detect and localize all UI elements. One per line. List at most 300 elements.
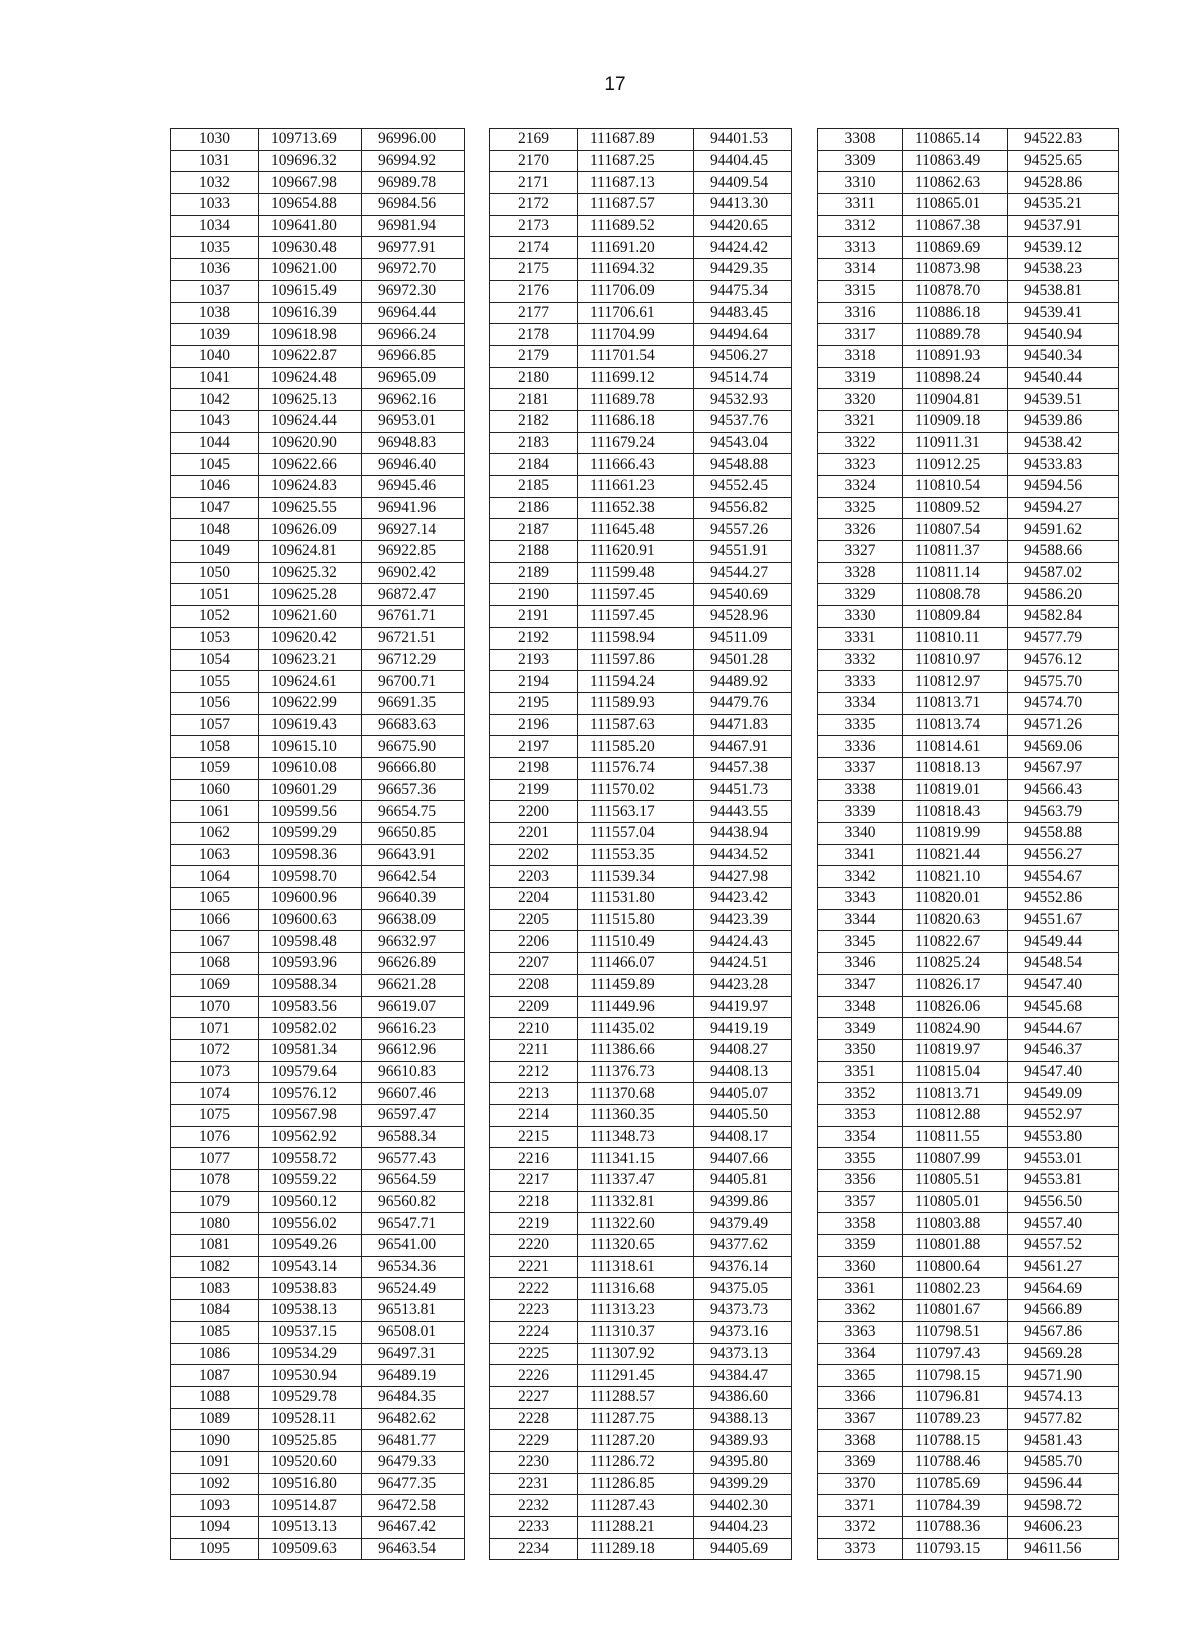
point-number-cell: 1054 — [171, 649, 259, 671]
x-coordinate-cell: 111286.72 — [578, 1451, 694, 1473]
y-coordinate-cell: 96941.96 — [362, 497, 465, 519]
y-coordinate-cell: 94373.13 — [694, 1343, 792, 1365]
table-row — [171, 389, 465, 411]
point-number-cell: 3310 — [818, 172, 903, 194]
point-number-cell: 3321 — [818, 410, 903, 432]
x-coordinate-cell: 109579.64 — [259, 1061, 362, 1083]
y-coordinate-cell: 96984.56 — [362, 194, 465, 216]
y-coordinate-cell: 96654.75 — [362, 801, 465, 823]
point-number-cell: 1081 — [171, 1235, 259, 1257]
point-number-cell: 1052 — [171, 606, 259, 628]
x-coordinate-cell: 110807.99 — [903, 1148, 1008, 1170]
y-coordinate-cell: 96497.31 — [362, 1343, 465, 1365]
y-coordinate-cell: 94557.40 — [1008, 1213, 1119, 1235]
table-row — [818, 215, 1119, 237]
x-coordinate-cell: 111557.04 — [578, 823, 694, 845]
point-number-cell: 2218 — [490, 1191, 578, 1213]
x-coordinate-cell: 109514.87 — [259, 1495, 362, 1517]
point-number-cell: 1082 — [171, 1256, 259, 1278]
table-row — [171, 302, 465, 324]
point-number-cell: 3333 — [818, 671, 903, 693]
point-number-cell: 2199 — [490, 779, 578, 801]
y-coordinate-cell: 94567.86 — [1008, 1321, 1119, 1343]
table-row — [490, 1061, 792, 1083]
table-row — [818, 627, 1119, 649]
point-number-cell: 1034 — [171, 215, 259, 237]
table-row — [818, 1213, 1119, 1235]
y-coordinate-cell: 94594.56 — [1008, 476, 1119, 498]
point-number-cell: 3342 — [818, 866, 903, 888]
y-coordinate-cell: 96484.35 — [362, 1386, 465, 1408]
y-coordinate-cell: 94591.62 — [1008, 519, 1119, 541]
table-row — [171, 888, 465, 910]
table-row — [171, 1343, 465, 1365]
y-coordinate-cell: 96721.51 — [362, 627, 465, 649]
y-coordinate-cell: 94483.45 — [694, 302, 792, 324]
point-number-cell: 1030 — [171, 129, 259, 151]
table-row — [490, 1018, 792, 1040]
y-coordinate-cell: 94561.27 — [1008, 1256, 1119, 1278]
x-coordinate-cell: 110784.39 — [903, 1495, 1008, 1517]
y-coordinate-cell: 94537.76 — [694, 410, 792, 432]
point-number-cell: 2197 — [490, 736, 578, 758]
point-number-cell: 3362 — [818, 1300, 903, 1322]
table-row — [818, 1517, 1119, 1539]
point-number-cell: 3369 — [818, 1451, 903, 1473]
table-row — [171, 1256, 465, 1278]
table-row — [171, 931, 465, 953]
y-coordinate-cell: 96966.24 — [362, 324, 465, 346]
table-row — [171, 692, 465, 714]
y-coordinate-cell: 94546.37 — [1008, 1039, 1119, 1061]
point-number-cell: 2177 — [490, 302, 578, 324]
y-coordinate-cell: 96989.78 — [362, 172, 465, 194]
y-coordinate-cell: 96481.77 — [362, 1430, 465, 1452]
table-row — [171, 410, 465, 432]
y-coordinate-cell: 94552.97 — [1008, 1104, 1119, 1126]
point-number-cell: 1084 — [171, 1300, 259, 1322]
table-row — [490, 129, 792, 151]
table-row — [171, 1430, 465, 1452]
point-number-cell: 1072 — [171, 1039, 259, 1061]
point-number-cell: 3373 — [818, 1538, 903, 1560]
point-number-cell: 2215 — [490, 1126, 578, 1148]
y-coordinate-cell: 96560.82 — [362, 1191, 465, 1213]
point-number-cell: 1057 — [171, 714, 259, 736]
y-coordinate-cell: 94564.69 — [1008, 1278, 1119, 1300]
point-number-cell: 2209 — [490, 996, 578, 1018]
x-coordinate-cell: 109622.87 — [259, 345, 362, 367]
x-coordinate-cell: 111510.49 — [578, 931, 694, 953]
table-row — [171, 1061, 465, 1083]
x-coordinate-cell: 109588.34 — [259, 974, 362, 996]
table-row — [490, 1430, 792, 1452]
y-coordinate-cell: 94528.86 — [1008, 172, 1119, 194]
table-row — [818, 1408, 1119, 1430]
y-coordinate-cell: 94514.74 — [694, 367, 792, 389]
point-number-cell: 2190 — [490, 584, 578, 606]
table-row — [490, 432, 792, 454]
point-number-cell: 2234 — [490, 1538, 578, 1560]
y-coordinate-cell: 96482.62 — [362, 1408, 465, 1430]
x-coordinate-cell: 110821.10 — [903, 866, 1008, 888]
point-number-cell: 3335 — [818, 714, 903, 736]
y-coordinate-cell: 94549.09 — [1008, 1083, 1119, 1105]
y-coordinate-cell: 94557.26 — [694, 519, 792, 541]
x-coordinate-cell: 111370.68 — [578, 1083, 694, 1105]
point-number-cell: 1055 — [171, 671, 259, 693]
y-coordinate-cell: 94549.44 — [1008, 931, 1119, 953]
y-coordinate-cell: 94551.67 — [1008, 909, 1119, 931]
table-row — [490, 541, 792, 563]
point-number-cell: 3329 — [818, 584, 903, 606]
point-number-cell: 1093 — [171, 1495, 259, 1517]
y-coordinate-cell: 94401.53 — [694, 129, 792, 151]
point-number-cell: 3361 — [818, 1278, 903, 1300]
x-coordinate-cell: 110819.01 — [903, 779, 1008, 801]
y-coordinate-cell: 96642.54 — [362, 866, 465, 888]
table-row — [490, 237, 792, 259]
point-number-cell: 3323 — [818, 454, 903, 476]
point-number-cell: 1050 — [171, 562, 259, 584]
table-row — [171, 779, 465, 801]
point-number-cell: 3319 — [818, 367, 903, 389]
table-row — [490, 736, 792, 758]
point-number-cell: 3349 — [818, 1018, 903, 1040]
y-coordinate-cell: 94538.81 — [1008, 280, 1119, 302]
table-row — [171, 129, 465, 151]
x-coordinate-cell: 111599.48 — [578, 562, 694, 584]
point-number-cell: 3328 — [818, 562, 903, 584]
point-number-cell: 2229 — [490, 1430, 578, 1452]
point-number-cell: 2193 — [490, 649, 578, 671]
y-coordinate-cell: 94405.50 — [694, 1104, 792, 1126]
x-coordinate-cell: 110886.18 — [903, 302, 1008, 324]
point-number-cell: 2222 — [490, 1278, 578, 1300]
point-number-cell: 1068 — [171, 953, 259, 975]
x-coordinate-cell: 111594.24 — [578, 671, 694, 693]
y-coordinate-cell: 94413.30 — [694, 194, 792, 216]
table-row — [818, 1495, 1119, 1517]
point-number-cell: 2212 — [490, 1061, 578, 1083]
table-row — [818, 584, 1119, 606]
x-coordinate-cell: 109616.39 — [259, 302, 362, 324]
point-number-cell: 1089 — [171, 1408, 259, 1430]
x-coordinate-cell: 109600.96 — [259, 888, 362, 910]
x-coordinate-cell: 110820.01 — [903, 888, 1008, 910]
y-coordinate-cell: 94545.68 — [1008, 996, 1119, 1018]
point-number-cell: 1080 — [171, 1213, 259, 1235]
table-row — [490, 953, 792, 975]
point-number-cell: 2220 — [490, 1235, 578, 1257]
x-coordinate-cell: 110862.63 — [903, 172, 1008, 194]
table-row — [490, 172, 792, 194]
y-coordinate-cell: 94408.13 — [694, 1061, 792, 1083]
y-coordinate-cell: 94556.50 — [1008, 1191, 1119, 1213]
x-coordinate-cell: 111291.45 — [578, 1365, 694, 1387]
table-row — [818, 1386, 1119, 1408]
x-coordinate-cell: 109625.28 — [259, 584, 362, 606]
point-number-cell: 2184 — [490, 454, 578, 476]
page-number: 17 — [604, 74, 626, 95]
y-coordinate-cell: 96621.28 — [362, 974, 465, 996]
point-number-cell: 3365 — [818, 1365, 903, 1387]
x-coordinate-cell: 111288.21 — [578, 1517, 694, 1539]
y-coordinate-cell: 94405.07 — [694, 1083, 792, 1105]
table-row — [818, 996, 1119, 1018]
y-coordinate-cell: 96962.16 — [362, 389, 465, 411]
y-coordinate-cell: 94419.97 — [694, 996, 792, 1018]
y-coordinate-cell: 96479.33 — [362, 1451, 465, 1473]
point-number-cell: 3330 — [818, 606, 903, 628]
y-coordinate-cell: 96547.71 — [362, 1213, 465, 1235]
point-number-cell: 1044 — [171, 432, 259, 454]
y-coordinate-cell: 94577.79 — [1008, 627, 1119, 649]
table-row — [818, 194, 1119, 216]
table-row — [490, 476, 792, 498]
x-coordinate-cell: 110803.88 — [903, 1213, 1008, 1235]
y-coordinate-cell: 96534.36 — [362, 1256, 465, 1278]
point-number-cell: 1041 — [171, 367, 259, 389]
y-coordinate-cell: 94405.81 — [694, 1170, 792, 1192]
x-coordinate-cell: 111679.24 — [578, 432, 694, 454]
y-coordinate-cell: 94598.72 — [1008, 1495, 1119, 1517]
y-coordinate-cell: 94407.66 — [694, 1148, 792, 1170]
table-row — [171, 324, 465, 346]
x-coordinate-cell: 111310.37 — [578, 1321, 694, 1343]
table-row — [171, 801, 465, 823]
point-number-cell: 2232 — [490, 1495, 578, 1517]
table-row — [490, 280, 792, 302]
y-coordinate-cell: 94539.12 — [1008, 237, 1119, 259]
point-number-cell: 2175 — [490, 259, 578, 281]
table-row — [171, 606, 465, 628]
x-coordinate-cell: 109598.48 — [259, 931, 362, 953]
x-coordinate-cell: 109696.32 — [259, 150, 362, 172]
table-row — [171, 714, 465, 736]
table-row — [171, 562, 465, 584]
point-number-cell: 2226 — [490, 1365, 578, 1387]
y-coordinate-cell: 94540.34 — [1008, 345, 1119, 367]
table-row — [490, 1148, 792, 1170]
table-row — [490, 888, 792, 910]
point-number-cell: 1065 — [171, 888, 259, 910]
table-row — [171, 345, 465, 367]
table-row — [818, 649, 1119, 671]
point-number-cell: 1033 — [171, 194, 259, 216]
x-coordinate-cell: 110805.01 — [903, 1191, 1008, 1213]
table-row — [490, 215, 792, 237]
y-coordinate-cell: 96691.35 — [362, 692, 465, 714]
table-row — [171, 866, 465, 888]
y-coordinate-cell: 94569.28 — [1008, 1343, 1119, 1365]
x-coordinate-cell: 111449.96 — [578, 996, 694, 1018]
x-coordinate-cell: 110863.49 — [903, 150, 1008, 172]
point-number-cell: 2180 — [490, 367, 578, 389]
point-number-cell: 1058 — [171, 736, 259, 758]
x-coordinate-cell: 110805.51 — [903, 1170, 1008, 1192]
table-row — [818, 1300, 1119, 1322]
x-coordinate-cell: 111652.38 — [578, 497, 694, 519]
point-number-cell: 2201 — [490, 823, 578, 845]
y-coordinate-cell: 96761.71 — [362, 606, 465, 628]
point-number-cell: 3370 — [818, 1473, 903, 1495]
y-coordinate-cell: 96953.01 — [362, 410, 465, 432]
x-coordinate-cell: 109598.36 — [259, 844, 362, 866]
point-number-cell: 3355 — [818, 1148, 903, 1170]
y-coordinate-cell: 94554.67 — [1008, 866, 1119, 888]
point-number-cell: 3331 — [818, 627, 903, 649]
table-row — [818, 823, 1119, 845]
y-coordinate-cell: 96643.91 — [362, 844, 465, 866]
table-row — [171, 909, 465, 931]
x-coordinate-cell: 111597.45 — [578, 606, 694, 628]
x-coordinate-cell: 110878.70 — [903, 280, 1008, 302]
table-row — [171, 1321, 465, 1343]
point-number-cell: 3359 — [818, 1235, 903, 1257]
table-row — [490, 584, 792, 606]
table-row — [818, 953, 1119, 975]
x-coordinate-cell: 109562.92 — [259, 1126, 362, 1148]
x-coordinate-cell: 110811.55 — [903, 1126, 1008, 1148]
x-coordinate-cell: 111687.13 — [578, 172, 694, 194]
table-row — [171, 1365, 465, 1387]
point-number-cell: 3327 — [818, 541, 903, 563]
point-number-cell: 3317 — [818, 324, 903, 346]
table-row — [490, 1321, 792, 1343]
point-number-cell: 2204 — [490, 888, 578, 910]
table-row — [818, 280, 1119, 302]
y-coordinate-cell: 94544.67 — [1008, 1018, 1119, 1040]
y-coordinate-cell: 94377.62 — [694, 1235, 792, 1257]
x-coordinate-cell: 110824.90 — [903, 1018, 1008, 1040]
point-number-cell: 1079 — [171, 1191, 259, 1213]
table-row — [490, 996, 792, 1018]
x-coordinate-cell: 109626.09 — [259, 519, 362, 541]
x-coordinate-cell: 109630.48 — [259, 237, 362, 259]
point-number-cell: 2221 — [490, 1256, 578, 1278]
y-coordinate-cell: 94588.66 — [1008, 541, 1119, 563]
x-coordinate-cell: 110818.13 — [903, 757, 1008, 779]
table-row — [171, 1517, 465, 1539]
x-coordinate-cell: 111360.35 — [578, 1104, 694, 1126]
y-coordinate-cell: 94576.12 — [1008, 649, 1119, 671]
point-number-cell: 3318 — [818, 345, 903, 367]
y-coordinate-cell: 94511.09 — [694, 627, 792, 649]
y-coordinate-cell: 94538.23 — [1008, 259, 1119, 281]
x-coordinate-cell: 109599.56 — [259, 801, 362, 823]
y-coordinate-cell: 96597.47 — [362, 1104, 465, 1126]
table-row — [490, 497, 792, 519]
point-number-cell: 3352 — [818, 1083, 903, 1105]
y-coordinate-cell: 94585.70 — [1008, 1451, 1119, 1473]
y-coordinate-cell: 94467.91 — [694, 736, 792, 758]
point-number-cell: 1095 — [171, 1538, 259, 1560]
y-coordinate-cell: 94373.16 — [694, 1321, 792, 1343]
y-coordinate-cell: 94547.40 — [1008, 974, 1119, 996]
point-number-cell: 2217 — [490, 1170, 578, 1192]
x-coordinate-cell: 111563.17 — [578, 801, 694, 823]
point-number-cell: 3325 — [818, 497, 903, 519]
point-number-cell: 3356 — [818, 1170, 903, 1192]
y-coordinate-cell: 94443.55 — [694, 801, 792, 823]
table-row — [490, 1473, 792, 1495]
point-number-cell: 2186 — [490, 497, 578, 519]
x-coordinate-cell: 109621.60 — [259, 606, 362, 628]
table-row — [171, 974, 465, 996]
table-row — [171, 497, 465, 519]
y-coordinate-cell: 94611.56 — [1008, 1538, 1119, 1560]
y-coordinate-cell: 94408.17 — [694, 1126, 792, 1148]
point-number-cell: 3345 — [818, 931, 903, 953]
point-number-cell: 3324 — [818, 476, 903, 498]
x-coordinate-cell: 109624.44 — [259, 410, 362, 432]
x-coordinate-cell: 109538.13 — [259, 1300, 362, 1322]
table-row — [171, 454, 465, 476]
point-number-cell: 3346 — [818, 953, 903, 975]
x-coordinate-cell: 110826.06 — [903, 996, 1008, 1018]
x-coordinate-cell: 110818.43 — [903, 801, 1008, 823]
point-number-cell: 2210 — [490, 1018, 578, 1040]
y-coordinate-cell: 94551.91 — [694, 541, 792, 563]
y-coordinate-cell: 94424.51 — [694, 953, 792, 975]
y-coordinate-cell: 94587.02 — [1008, 562, 1119, 584]
table-row — [818, 1473, 1119, 1495]
table-row — [171, 649, 465, 671]
point-number-cell: 2191 — [490, 606, 578, 628]
table-row — [818, 129, 1119, 151]
table-row — [818, 757, 1119, 779]
x-coordinate-cell: 110822.67 — [903, 931, 1008, 953]
table-row — [490, 844, 792, 866]
x-coordinate-cell: 111318.61 — [578, 1256, 694, 1278]
y-coordinate-cell: 94479.76 — [694, 692, 792, 714]
table-row — [490, 606, 792, 628]
y-coordinate-cell: 94434.52 — [694, 844, 792, 866]
y-coordinate-cell: 96994.92 — [362, 150, 465, 172]
point-number-cell: 2230 — [490, 1451, 578, 1473]
y-coordinate-cell: 94540.94 — [1008, 324, 1119, 346]
table-row — [818, 1061, 1119, 1083]
table-row — [171, 1495, 465, 1517]
point-number-cell: 3367 — [818, 1408, 903, 1430]
y-coordinate-cell: 96489.19 — [362, 1365, 465, 1387]
y-coordinate-cell: 94569.06 — [1008, 736, 1119, 758]
point-number-cell: 1045 — [171, 454, 259, 476]
x-coordinate-cell: 110898.24 — [903, 367, 1008, 389]
table-row — [490, 714, 792, 736]
point-number-cell: 2194 — [490, 671, 578, 693]
x-coordinate-cell: 111515.80 — [578, 909, 694, 931]
point-number-cell: 2174 — [490, 237, 578, 259]
table-row — [171, 1170, 465, 1192]
y-coordinate-cell: 94563.79 — [1008, 801, 1119, 823]
y-coordinate-cell: 96616.23 — [362, 1018, 465, 1040]
coordinates-table-3 — [817, 128, 1119, 1560]
x-coordinate-cell: 111687.57 — [578, 194, 694, 216]
table-row — [171, 1538, 465, 1560]
y-coordinate-cell: 94438.94 — [694, 823, 792, 845]
point-number-cell: 1090 — [171, 1430, 259, 1452]
point-number-cell: 1077 — [171, 1148, 259, 1170]
y-coordinate-cell: 94535.21 — [1008, 194, 1119, 216]
point-number-cell: 2223 — [490, 1300, 578, 1322]
point-number-cell: 2178 — [490, 324, 578, 346]
point-number-cell: 1049 — [171, 541, 259, 563]
y-coordinate-cell: 94571.90 — [1008, 1365, 1119, 1387]
table-row — [171, 584, 465, 606]
table-row — [171, 215, 465, 237]
